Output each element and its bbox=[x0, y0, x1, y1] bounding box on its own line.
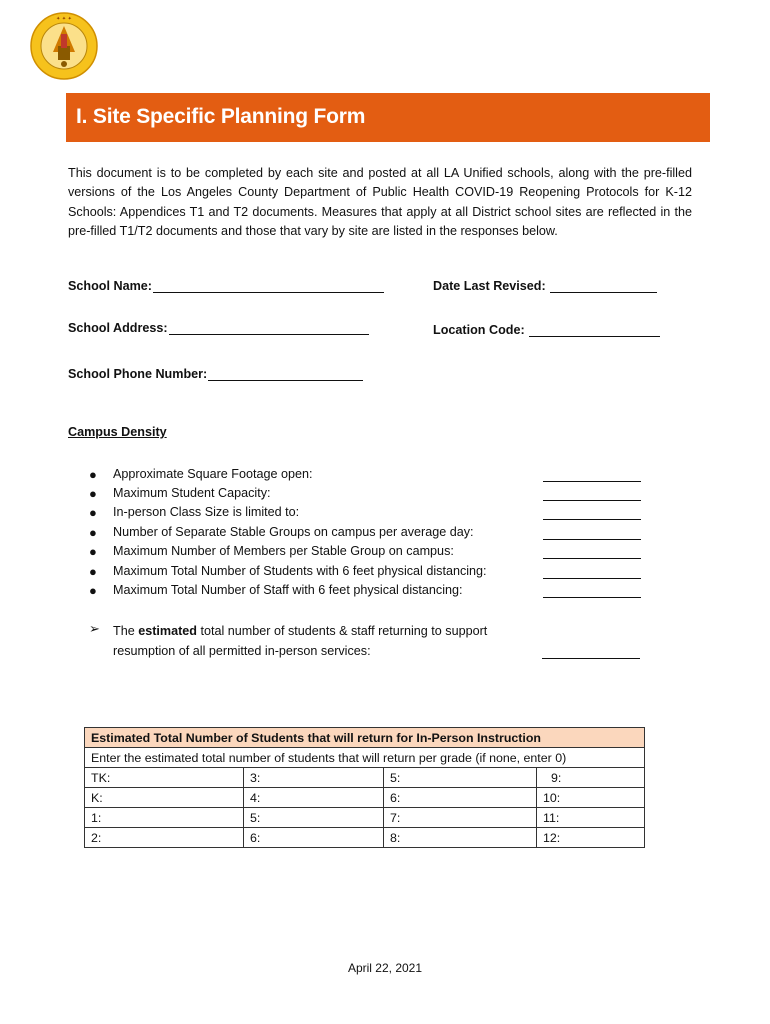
list-item: ● Maximum Number of Members per Stable Group on campus: bbox=[86, 544, 646, 564]
table-header: Estimated Total Number of Students that will return for In-Person Instruction bbox=[85, 728, 645, 748]
grade-cell[interactable]: 8: bbox=[384, 828, 537, 848]
arrow-bullet-icon: ➢ bbox=[89, 621, 100, 636]
table-row bbox=[85, 768, 645, 788]
location-code-line[interactable] bbox=[529, 322, 660, 337]
grade-cell[interactable]: 11: bbox=[537, 808, 645, 828]
school-address-label: School Address: bbox=[68, 321, 168, 335]
grade-cell[interactable]: 12: bbox=[537, 828, 645, 848]
list-item: ● Maximum Total Number of Students with 6 feet physical distancing: bbox=[86, 564, 646, 584]
bullet-icon: ● bbox=[89, 564, 97, 579]
grade-cell[interactable]: 10: bbox=[537, 788, 645, 808]
bullet-icon: ● bbox=[89, 583, 97, 598]
list-item: ● Maximum Total Number of Staff with 6 feet physical distancing: bbox=[86, 583, 646, 603]
answer-line[interactable] bbox=[543, 578, 641, 579]
date-revised-line[interactable] bbox=[550, 278, 657, 293]
answer-line[interactable] bbox=[543, 481, 641, 482]
answer-line[interactable] bbox=[543, 500, 641, 501]
footer-date: April 22, 2021 bbox=[347, 961, 423, 975]
bullet-icon: ● bbox=[89, 467, 97, 482]
district-seal-icon bbox=[30, 12, 98, 80]
list-item: ● Maximum Student Capacity: bbox=[86, 486, 646, 506]
location-code-field[interactable] bbox=[433, 322, 660, 337]
answer-line[interactable] bbox=[543, 597, 641, 598]
school-name-label: School Name: bbox=[68, 279, 152, 293]
school-name-field[interactable] bbox=[68, 278, 384, 293]
phone-line[interactable] bbox=[208, 366, 363, 381]
grade-cell[interactable]: 9: bbox=[537, 768, 645, 788]
grade-cell[interactable]: 6: bbox=[384, 788, 537, 808]
location-code-label: Location Code: bbox=[433, 323, 525, 337]
table-row bbox=[85, 828, 645, 848]
phone-label: School Phone Number: bbox=[68, 367, 208, 381]
grade-cell[interactable]: 1: bbox=[85, 808, 244, 828]
grade-cell[interactable]: 6: bbox=[244, 828, 384, 848]
bullet-icon: ● bbox=[89, 544, 97, 559]
grade-cell[interactable]: 2: bbox=[85, 828, 244, 848]
school-address-field[interactable] bbox=[68, 320, 369, 335]
svg-text:✦ ✦ ✦: ✦ ✦ ✦ bbox=[56, 16, 72, 22]
date-revised-field[interactable] bbox=[433, 278, 657, 293]
answer-line[interactable] bbox=[543, 558, 641, 559]
title-banner bbox=[66, 93, 710, 142]
table-row bbox=[85, 788, 645, 808]
answer-line[interactable] bbox=[543, 539, 641, 540]
bullet-icon: ● bbox=[89, 505, 97, 520]
intro-paragraph: This document is to be completed by each site and posted at all LA Unified schools, along with the pre-filled versions of the Los Angeles County Department of Public Health COVID-19 Reopening Protocols for K-12 Schools: Appendices T1 and T2 documents. Measures that apply at all District school sites are reflected in the pre-filled T1/T2 documents and those that vary by site are listed in the responses below. bbox=[68, 166, 692, 238]
bullet-icon: ● bbox=[89, 525, 97, 540]
grade-estimate-table bbox=[84, 727, 645, 848]
grade-cell[interactable]: 4: bbox=[244, 788, 384, 808]
grade-cell[interactable]: TK: bbox=[85, 768, 244, 788]
estimated-total-line[interactable] bbox=[542, 658, 640, 659]
grade-cell[interactable]: 5: bbox=[384, 768, 537, 788]
bullet-icon: ● bbox=[89, 486, 97, 501]
phone-field[interactable] bbox=[68, 366, 363, 381]
school-name-line[interactable] bbox=[153, 278, 384, 293]
grade-cell[interactable]: K: bbox=[85, 788, 244, 808]
grade-cell[interactable]: 5: bbox=[244, 808, 384, 828]
estimated-total-text: The estimated total number of students & staff returning to support resumption of all permitted in-person services: bbox=[113, 624, 488, 658]
page-title: I. Site Specific Planning Form bbox=[76, 105, 366, 128]
school-address-line[interactable] bbox=[169, 320, 369, 335]
list-item: ● Approximate Square Footage open: bbox=[86, 467, 646, 487]
campus-density-heading: Campus Density bbox=[68, 425, 167, 439]
answer-line[interactable] bbox=[543, 519, 641, 520]
list-item: ● Number of Separate Stable Groups on campus per average day: bbox=[86, 525, 646, 545]
table-instruction: Enter the estimated total number of students that will return per grade (if none, enter 0) bbox=[85, 748, 645, 768]
date-revised-label: Date Last Revised: bbox=[433, 279, 546, 293]
grade-cell[interactable]: 3: bbox=[244, 768, 384, 788]
list-item: ● In-person Class Size is limited to: bbox=[86, 505, 646, 525]
grade-cell[interactable]: 7: bbox=[384, 808, 537, 828]
table-row bbox=[85, 808, 645, 828]
